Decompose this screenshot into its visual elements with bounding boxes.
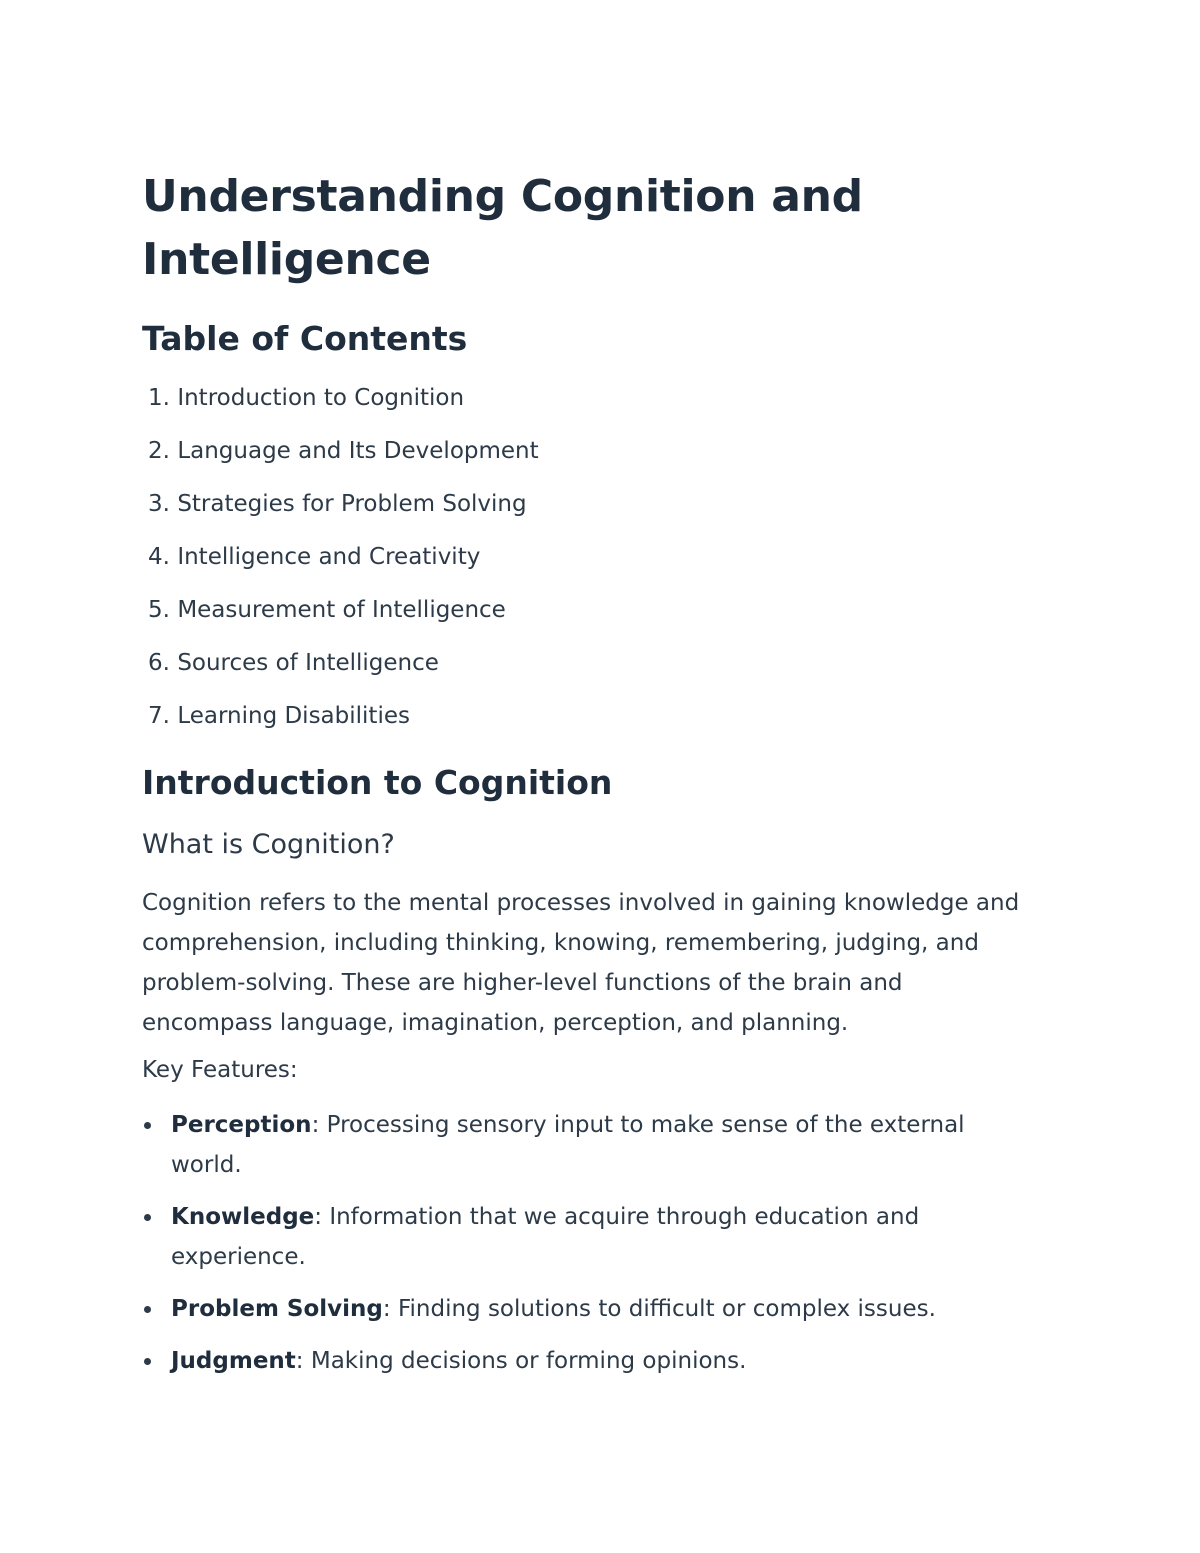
toc-item-label: Introduction to Cognition <box>177 385 465 411</box>
toc-item-label: Sources of Intelligence <box>177 650 439 676</box>
toc-item <box>142 542 1042 572</box>
list-item <box>142 1105 1022 1185</box>
toc-item-number: 3. <box>148 491 170 517</box>
list-item <box>142 1289 1022 1329</box>
toc-item <box>142 648 1042 678</box>
bullet-icon <box>144 1122 151 1129</box>
feature-term: Perception <box>171 1112 312 1138</box>
document-title: Understanding Cognition and Intelligence <box>142 171 863 285</box>
feature-term: Problem Solving <box>171 1296 383 1322</box>
toc-list <box>142 383 1042 731</box>
toc-item-number: 5. <box>148 597 170 623</box>
toc-item <box>142 436 1042 466</box>
key-features-label: Key Features: <box>142 1057 298 1083</box>
toc-heading: Table of Contents <box>142 319 468 358</box>
list-item <box>142 1197 1022 1277</box>
bullet-icon <box>144 1358 151 1365</box>
toc-item-label: Language and Its Development <box>177 438 539 464</box>
document-page <box>142 165 1042 1393</box>
toc-item-label: Intelligence and Creativity <box>177 544 481 570</box>
toc-item-number: 4. <box>148 544 170 570</box>
toc-item <box>142 489 1042 519</box>
feature-description: : Information that we acquire through education and experience. <box>171 1204 920 1270</box>
toc-item-number: 1. <box>148 385 170 411</box>
toc-item-label: Measurement of Intelligence <box>177 597 506 623</box>
feature-term: Judgment <box>171 1348 296 1374</box>
feature-term: Knowledge <box>171 1204 315 1230</box>
toc-item-number: 7. <box>148 703 170 729</box>
feature-description: : Making decisions or forming opinions. <box>295 1348 747 1374</box>
list-item <box>142 1341 1022 1381</box>
toc-item-label: Learning Disabilities <box>177 703 410 729</box>
toc-item <box>142 595 1042 625</box>
toc-item <box>142 383 1042 413</box>
feature-description: : Finding solutions to difficult or complex issues. <box>382 1296 936 1322</box>
section-heading: Introduction to Cognition <box>142 763 613 802</box>
toc-item <box>142 701 1042 731</box>
feature-list <box>142 1105 1042 1381</box>
subsection-heading: What is Cognition? <box>142 829 395 860</box>
toc-item-number: 6. <box>148 650 170 676</box>
bullet-icon <box>144 1306 151 1313</box>
body-paragraph: Cognition refers to the mental processes involved in gaining knowledge and comprehension, including thinking, knowing, remembering, judging, and problem-solving. These are higher-level functions of the brain and encompass language, imagination, perception, and planning. <box>142 890 1020 1036</box>
bullet-icon <box>144 1214 151 1221</box>
toc-item-label: Strategies for Problem Solving <box>177 491 527 517</box>
feature-description: : Processing sensory input to make sense of the external world. <box>171 1112 965 1178</box>
toc-item-number: 2. <box>148 438 170 464</box>
